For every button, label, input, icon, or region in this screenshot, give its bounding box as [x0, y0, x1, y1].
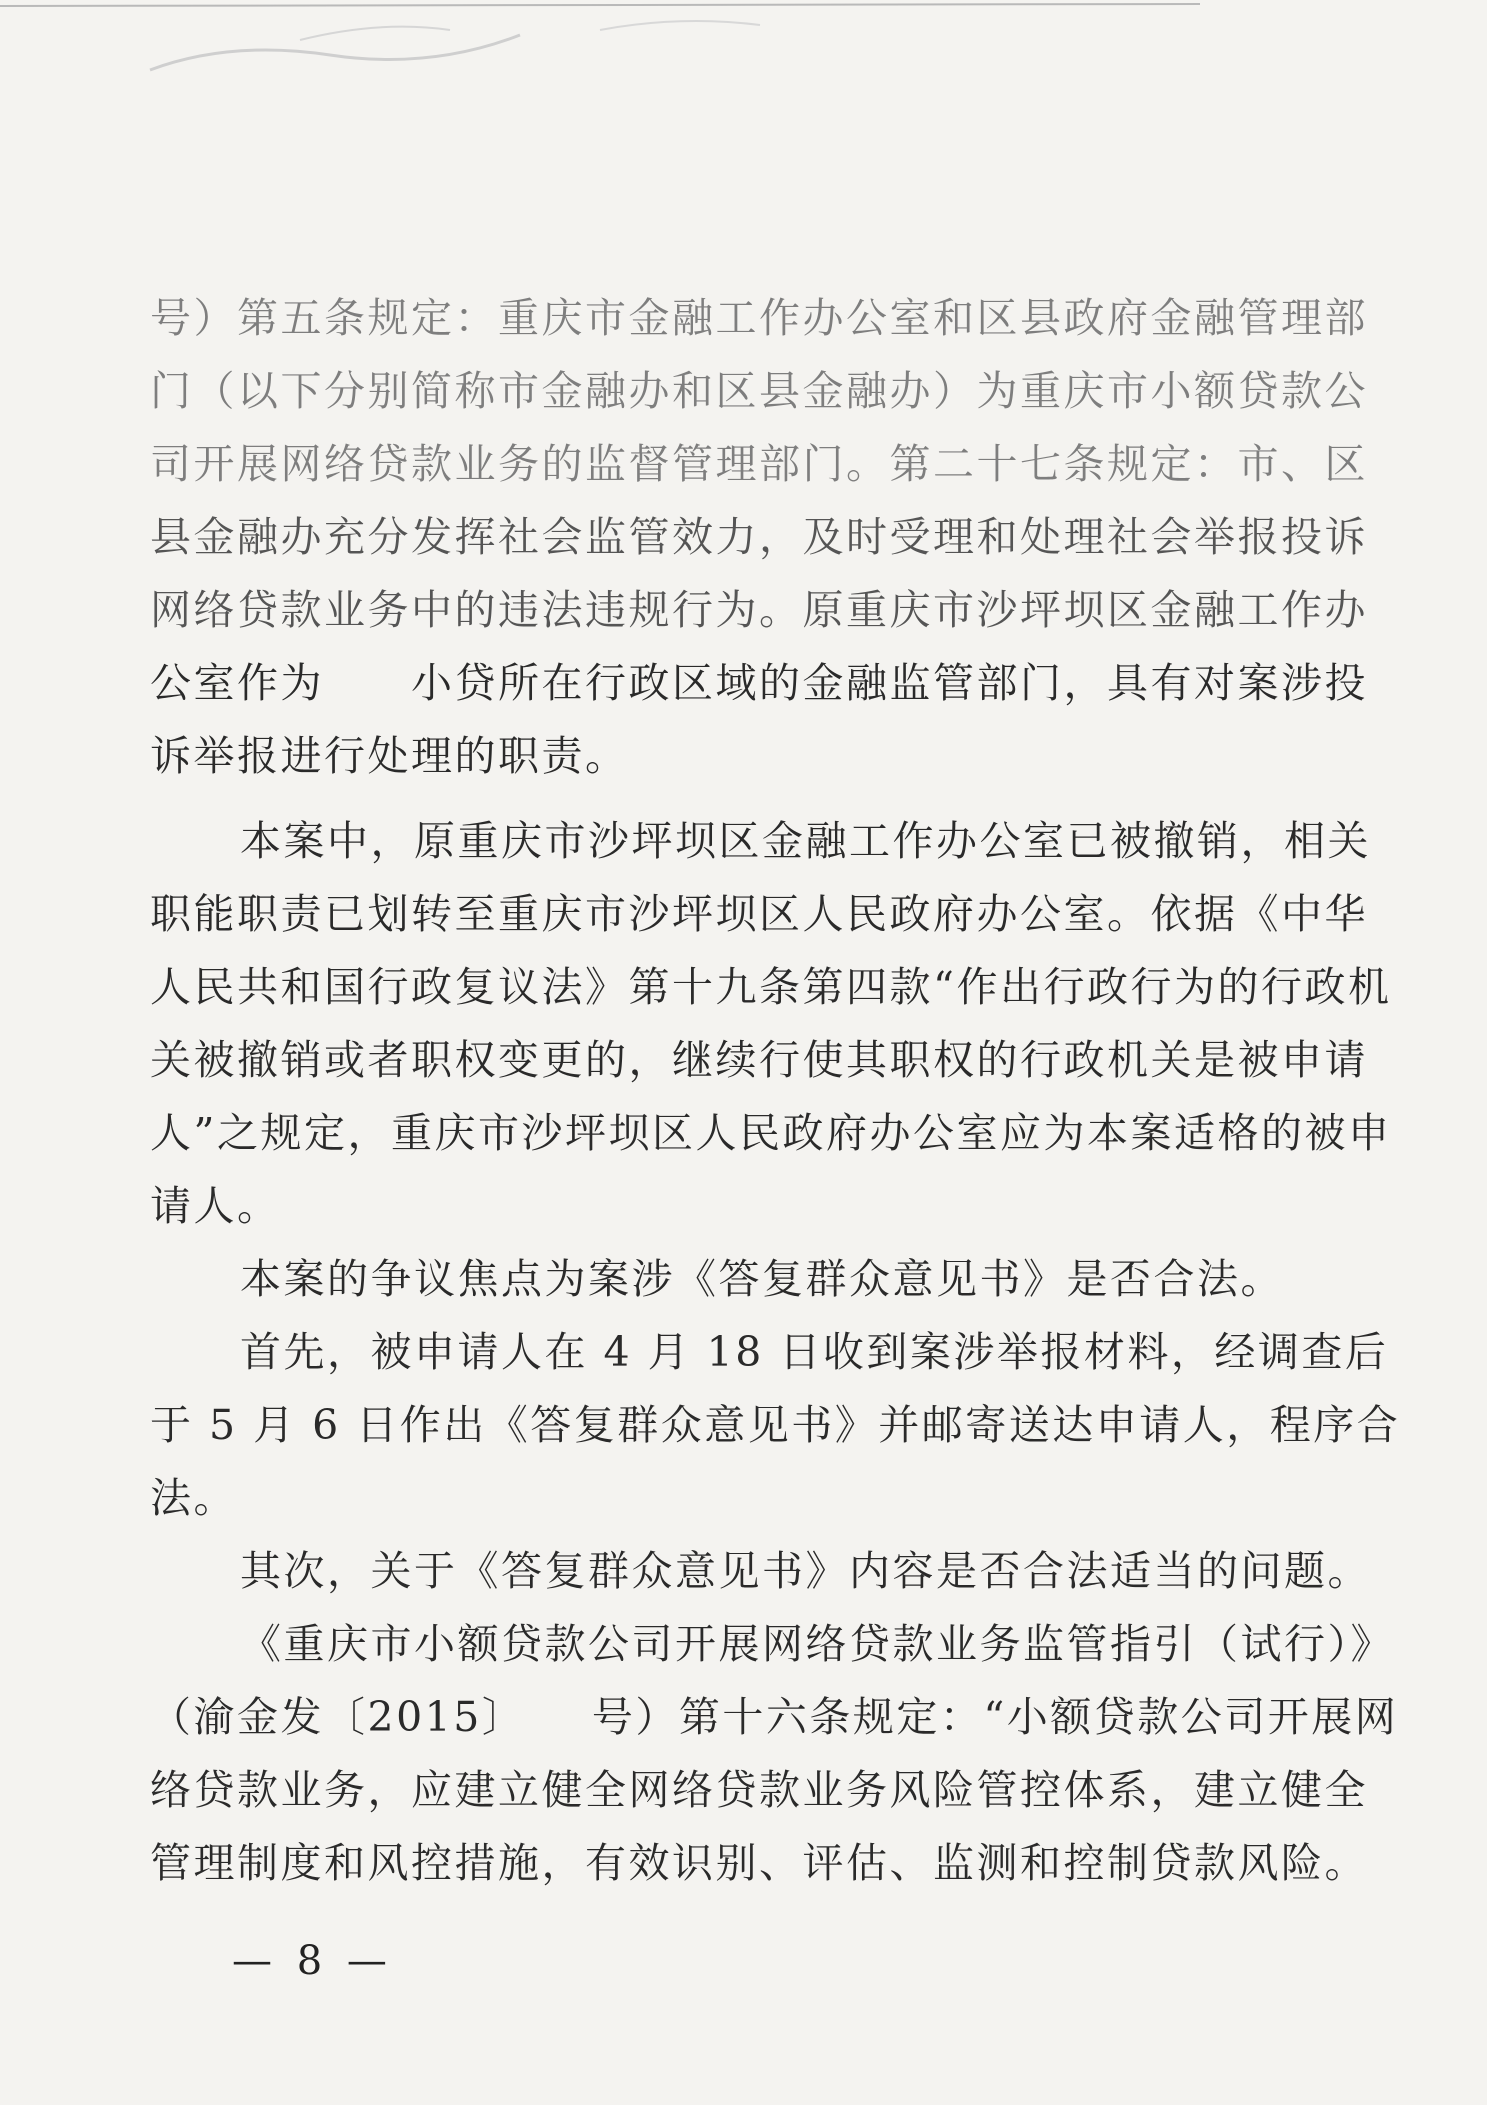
text-line: （渝金发〔2015〕 号）第十六条规定：“小额贷款公司开展网: [150, 1693, 1399, 1741]
body-text: [150, 282, 1401, 1900]
text-line: 县金融办充分发挥社会监管效力，及时受理和处理社会举报投诉: [150, 513, 1368, 561]
text-line: 诉举报进行处理的职责。: [150, 732, 629, 780]
text-line: 职能职责已划转至重庆市沙坪坝区人民政府办公室。依据《中华: [150, 890, 1368, 938]
text-line: 公室作为 小贷所在行政区域的金融监管部门，具有对案涉投: [150, 659, 1368, 707]
text-line: 人”之规定，重庆市沙坪坝区人民政府办公室应为本案适格的被申: [150, 1109, 1392, 1157]
scan-artifact-marks: [0, 0, 1487, 120]
text-line: 司开展网络贷款业务的监督管理部门。第二十七条规定：市、区: [150, 440, 1368, 488]
text-line: 请人。: [150, 1182, 281, 1230]
paragraph-start: 本案的争议焦点为案涉《答复群众意见书》是否合法。: [240, 1255, 1284, 1303]
paragraph-start: 首先，被申请人在 4 月 18 日收到案涉举报材料，经调查后: [240, 1328, 1389, 1376]
paragraph-start: 本案中，原重庆市沙坪坝区金融工作办公室已被撤销，相关: [240, 817, 1371, 865]
paragraph-start: 《重庆市小额贷款公司开展网络贷款业务监管指引（试行）》: [240, 1620, 1394, 1668]
text-line: 号）第五条规定：重庆市金融工作办公室和区县政府金融管理部: [150, 294, 1368, 342]
text-line: 于 5 月 6 日作出《答复群众意见书》并邮寄送达申请人，程序合: [150, 1401, 1401, 1449]
text-line: 关被撤销或者职权变更的，继续行使其职权的行政机关是被申请: [150, 1036, 1368, 1084]
paragraph-start: 其次，关于《答复群众意见书》内容是否合法适当的问题。: [240, 1547, 1371, 1595]
page-number: — 8 —: [232, 1938, 393, 1984]
text-line: 人民共和国行政复议法》第十九条第四款“作出行政行为的行政机: [150, 963, 1392, 1011]
text-line: 络贷款业务，应建立健全网络贷款业务风险管控体系，建立健全: [150, 1766, 1368, 1814]
text-line: 法。: [150, 1474, 237, 1522]
text-line: 网络贷款业务中的违法违规行为。原重庆市沙坪坝区金融工作办: [150, 586, 1368, 634]
text-line: 管理制度和风控措施，有效识别、评估、监测和控制贷款风险。: [150, 1839, 1368, 1887]
text-line: 门（以下分别简称市金融办和区县金融办）为重庆市小额贷款公: [150, 367, 1368, 415]
